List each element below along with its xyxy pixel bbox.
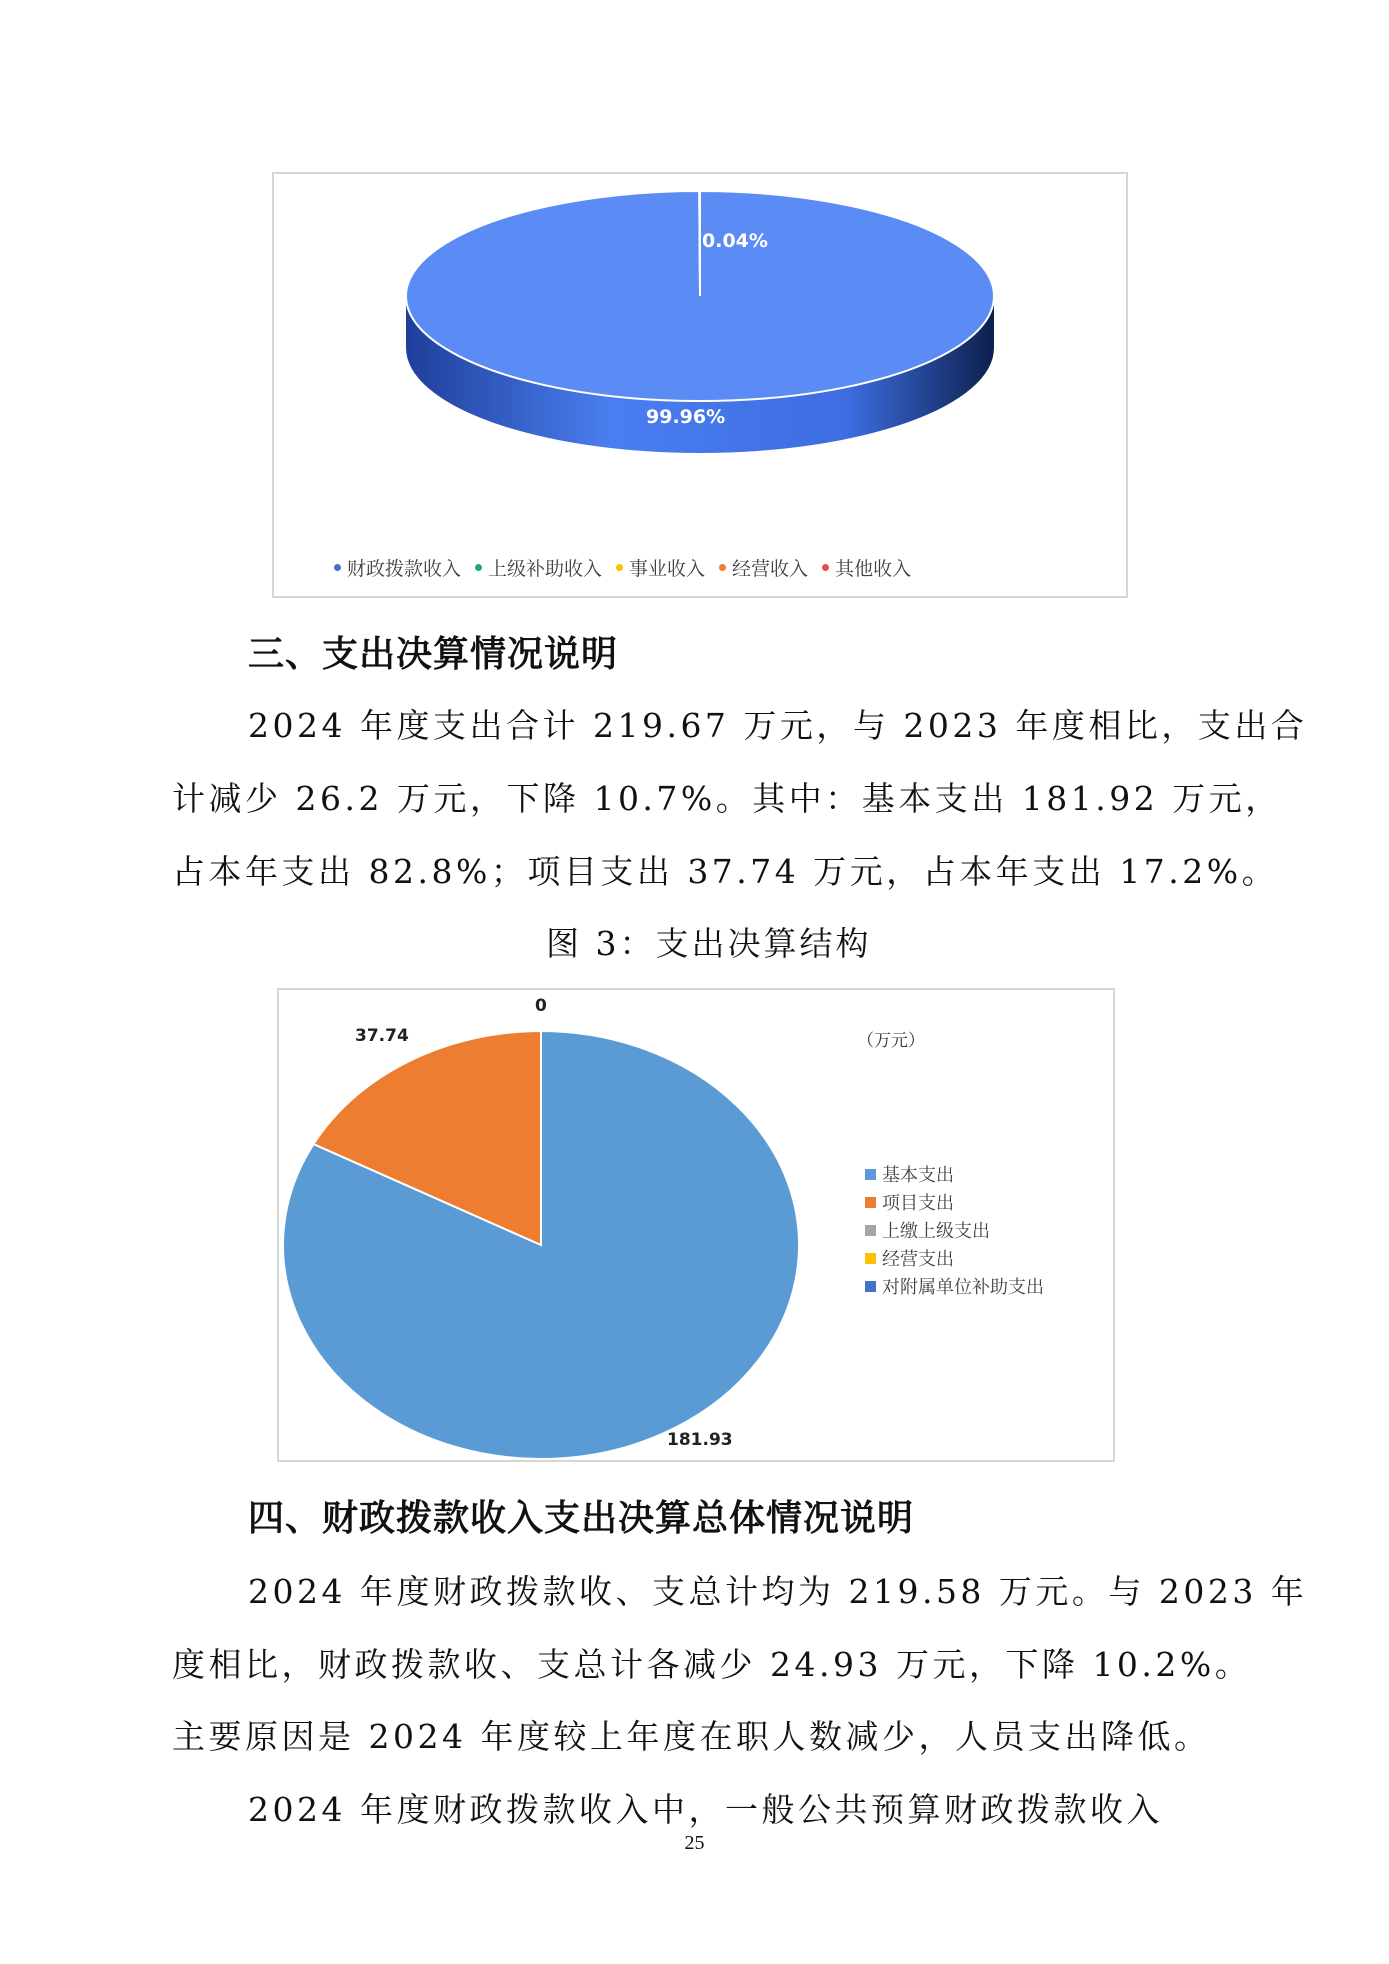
expenditure-line-3: 占本年支出 82.8%；项目支出 37.74 万元，占本年支出 17.2%。 xyxy=(172,852,1279,891)
unit-label: （万元） xyxy=(857,1031,925,1051)
legend2-item-0 xyxy=(865,1160,1044,1188)
legend2-swatch-4 xyxy=(865,1281,876,1292)
legend2-swatch-1 xyxy=(865,1197,876,1208)
legend-dot-0 xyxy=(334,564,341,571)
pie1-slice-4 xyxy=(699,191,700,296)
section-heading-fiscal: 四、财政拨款收入支出决算总体情况说明 xyxy=(248,1498,915,1539)
legend2-label-0: 基本支出 xyxy=(882,1165,954,1186)
legend-item-1 xyxy=(475,554,602,581)
legend-item-0 xyxy=(334,554,461,581)
legend2-label-4: 对附属单位补助支出 xyxy=(882,1277,1044,1298)
legend2-item-4 xyxy=(865,1272,1044,1300)
pie2-label-project: 37.74 xyxy=(355,1026,409,1046)
legend-item-3 xyxy=(719,554,808,581)
legend2-item-3 xyxy=(865,1244,1044,1272)
expenditure-legend xyxy=(865,1160,1044,1300)
legend-label-1: 上级补助收入 xyxy=(488,558,603,580)
expenditure-line-2: 计减少 26.2 万元，下降 10.7%。其中：基本支出 181.92 万元， xyxy=(172,779,1282,818)
legend2-item-2 xyxy=(865,1216,1044,1244)
legend-dot-1 xyxy=(475,564,482,571)
pie1-label-other: 0.04% xyxy=(702,230,768,252)
fiscal-line-2: 度相比，财政拨款收、支总计各减少 24.93 万元，下降 10.2%。 xyxy=(172,1645,1252,1684)
figure-3-caption: 图 3：支出决算结构 xyxy=(546,924,872,963)
pie2-label-zero: 0 xyxy=(535,996,547,1016)
legend-dot-2 xyxy=(616,564,623,571)
page-number: 25 xyxy=(684,1832,705,1854)
income-pie-chart xyxy=(272,172,1128,598)
income-legend xyxy=(334,554,911,581)
legend2-swatch-2 xyxy=(865,1225,876,1236)
legend-label-0: 财政拨款收入 xyxy=(347,558,462,580)
legend-item-4 xyxy=(822,554,911,581)
legend-label-2: 事业收入 xyxy=(629,558,706,580)
legend2-label-3: 经营支出 xyxy=(882,1249,954,1270)
fiscal-line-4: 2024 年度财政拨款收入中，一般公共预算财政拨款收入 xyxy=(248,1790,1163,1829)
legend-label-4: 其他收入 xyxy=(835,558,912,580)
fiscal-line-1: 2024 年度财政拨款收、支总计均为 219.58 万元。与 2023 年 xyxy=(248,1572,1308,1611)
expenditure-pie-chart xyxy=(277,988,1115,1462)
expenditure-line-1: 2024 年度支出合计 219.67 万元，与 2023 年度相比，支出合 xyxy=(248,706,1308,745)
legend2-label-2: 上缴上级支出 xyxy=(882,1221,990,1242)
legend2-swatch-3 xyxy=(865,1253,876,1264)
legend2-swatch-0 xyxy=(865,1169,876,1180)
pie1-label-fiscal: 99.96% xyxy=(646,406,726,428)
legend-item-2 xyxy=(616,554,705,581)
section-heading-expenditure: 三、支出决算情况说明 xyxy=(248,634,619,675)
legend-label-3: 经营收入 xyxy=(732,558,809,580)
pie2-label-basic: 181.93 xyxy=(667,1430,733,1450)
legend-dot-3 xyxy=(719,564,726,571)
legend2-label-1: 项目支出 xyxy=(882,1193,954,1214)
fiscal-line-3: 主要原因是 2024 年度较上年度在职人数减少，人员支出降低。 xyxy=(172,1717,1211,1756)
income-pie-svg xyxy=(274,174,1126,596)
legend2-item-1 xyxy=(865,1188,1044,1216)
legend-dot-4 xyxy=(822,564,829,571)
